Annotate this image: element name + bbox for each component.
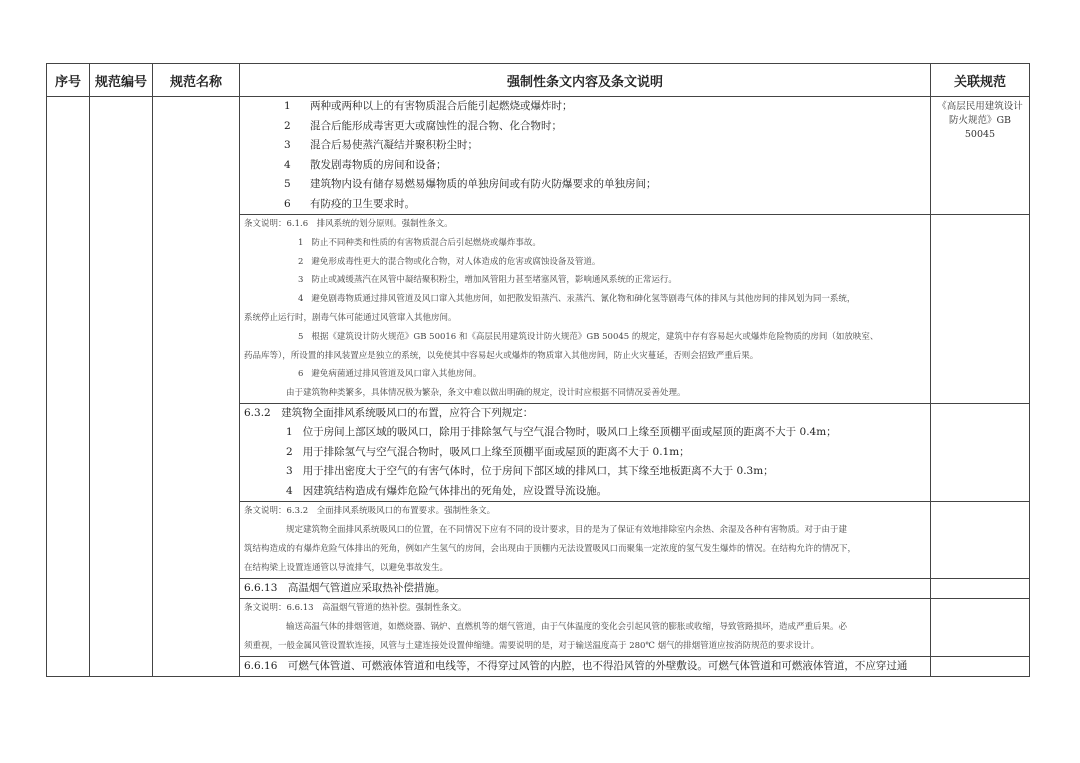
explanation-cell-6-3-2 [240,502,931,578]
note-line: 4 避免剧毒物质通过排风管道及风口窜入其他房间，如把散发铅蒸汽、汞蒸汽、氰化物和砷化氢等剧毒气体的排风与其他房间的排风划为同一系统， [298,294,856,305]
note-line: 6 避免病菌通过排风管道及风口窜入其他房间。 [298,369,482,380]
content-cell-6-3-2 [240,403,931,502]
table-row-clause-6-1-6 [47,97,1030,215]
col-header-content: 强制性条文内容及条文说明 [240,64,931,97]
explanation-cell-6-6-13 [240,599,931,656]
content-cell-6-6-13 [240,578,931,599]
list-item: 1 两种或两种以上的有害物质混合后能引起燃烧或爆炸时； [284,100,573,112]
note-line: 1 防止不同种类和性质的有害物质混合后引起燃烧或爆炸事故。 [298,237,541,248]
name-cell [153,97,240,677]
related-cell [931,97,1030,215]
note-line: 药品库等），所设置的排风装置应是独立的系统，以免使其中容易起火或爆炸的物质窜入其他房间，防止火灾蔓延，否则会招致严重后果。 [244,350,759,361]
related-cell [931,656,1030,677]
code-cell [90,97,153,677]
related-standard: 《高层民用建筑设计防火规范》GB 50045 [937,101,1023,140]
note-line: 规定建筑物全面排风系统吸风口的位置，在不同情况下应有不同的设计要求，目的是为了保证有效地排除室内余热、余湿及各种有害物质。对于由于建 [286,525,848,536]
col-header-related: 关联规范 [931,64,1030,97]
seq-cell [47,97,90,677]
list-item: 2 用于排除氢气与空气混合物时，吸风口上缘至顶棚平面或屋顶的距离不大于 0.1m； [286,445,690,458]
col-header-seq: 序号 [47,64,90,97]
note-heading: 条文说明：6.6.13 高温烟气管道的热补偿。强制性条文。 [244,603,467,614]
related-cell [931,502,1030,578]
standards-table-page [46,63,1026,703]
note-line: 筑结构造成的有爆炸危险气体排出的死角，例如产生氢气的房间，会出现由于顶棚内无法设置吸风口而聚集一定浓度的氢气发生爆炸的情况。在结构允许的情况下， [244,544,857,555]
note-line: 3 防止或减缓蒸汽在风管中凝结聚积粉尘，增加风管阻力甚至堵塞风管，影响通风系统的正常运行。 [298,275,677,286]
note-line: 输送高温气体的排烟管道，如燃烧器、锅炉、直燃机等的烟气管道，由于气体温度的变化会引起风管的膨胀或收缩，导致管路损坏，造成严重后果。必 [286,621,848,632]
clause-text: 6.6.13 高温烟气管道应采取热补偿措施。 [244,581,446,594]
content-cell-6-6-16 [240,656,931,677]
note-line: 在结构梁上设置连通管以导流排气，以避免事故发生。 [244,562,449,573]
content-cell-6-1-6 [240,97,931,215]
mandatory-clauses-table [46,63,1030,677]
list-item: 1 位于房间上部区域的吸风口，除用于排除氢气与空气混合物时，吸风口上缘至顶棚平面或屋顶的距离不大于 0.4m； [286,426,837,439]
explanation-cell-6-1-6 [240,215,931,404]
note-heading: 条文说明：6.1.6 排风系统的划分原则。强制性条文。 [244,219,453,229]
list-item: 5 建筑物内设有储存易燃易爆物质的单独房间或有防火防爆要求的单独房间； [284,178,657,190]
clause-heading: 6.3.2 建筑物全面排风系统吸风口的布置，应符合下列规定： [244,406,534,419]
list-item: 3 用于排出密度大于空气的有害气体时，位于房间下部区域的排风口，其下缘至地板距离不大于 0.3m； [286,465,774,478]
related-cell [931,403,1030,502]
col-header-code: 规范编号 [90,64,153,97]
related-cell [931,215,1030,404]
note-heading: 条文说明：6.3.2 全面排风系统吸风口的布置要求。强制性条文。 [244,506,496,517]
related-cell [931,599,1030,656]
list-item: 3 混合后易使蒸汽凝结并聚积粉尘时； [284,139,478,151]
related-cell [931,578,1030,599]
note-line: 2 避免形成毒性更大的混合物或化合物，对人体造成的危害或腐蚀设备及管道。 [298,256,601,267]
list-item: 6 有防疫的卫生要求时。 [284,197,415,210]
list-item: 4 散发剧毒物质的房间和设备； [284,158,447,171]
note-line: 系统停止运行时，剧毒气体可能通过风管窜入其他房间。 [244,312,457,323]
clause-text: 6.6.16 可燃气体管道、可燃液体管道和电线等，不得穿过风管的内腔，也不得沿风管的外壁敷设。可燃气体管道和可燃液体管道，不应穿过通 [244,659,908,672]
list-item: 2 混合后能形成毒害更大或腐蚀性的混合物、化合物时； [284,119,562,132]
note-line: 须重视，一般金属风管设置软连接，风管与土建连接处设置伸缩缝。需要说明的是，对于输送温度高于 280℃ 烟气的排烟管道应按消防规范的要求设计。 [244,640,820,651]
table-header-row [47,64,1030,97]
list-item: 4 因建筑结构造成有爆炸危险气体排出的死角处，应设置导流设施。 [286,484,608,497]
note-line: 5 根据《建筑设计防火规范》GB 50016 和《高层民用建筑设计防火规范》GB 50045 的规定，建筑中存有容易起火或爆炸危险物质的房间（如放映室、 [298,331,879,342]
col-header-name: 规范名称 [153,64,240,97]
note-line: 由于建筑物种类繁多，具体情况极为繁杂，条文中难以做出明确的规定，设计时应根据不同情况妥善处理。 [286,388,686,399]
